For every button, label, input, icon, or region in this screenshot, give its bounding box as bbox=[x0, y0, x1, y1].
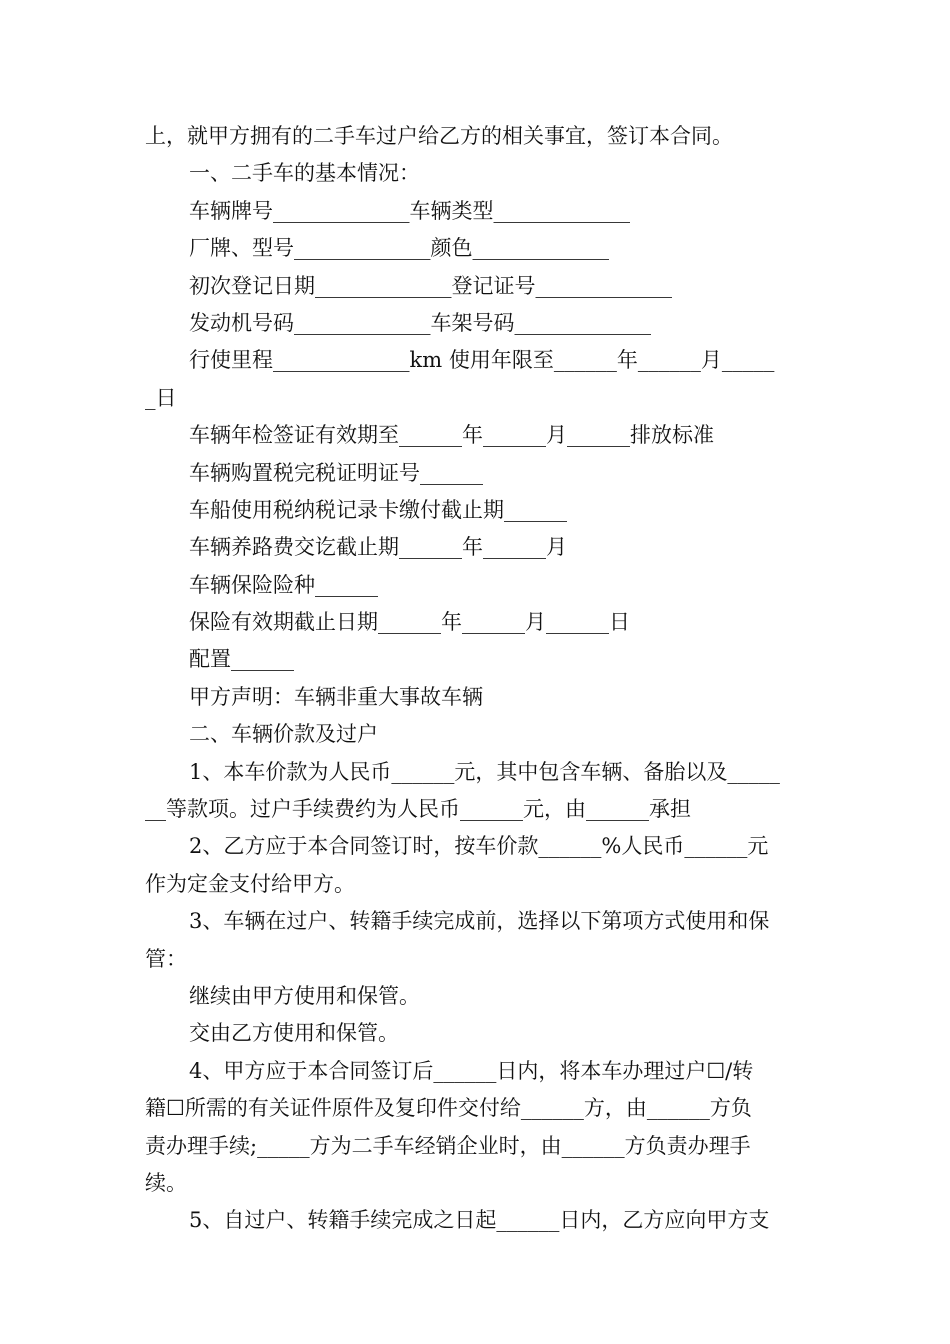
text-line: 责办理手续;_____方为二手车经销企业时，由______方负责办理手 bbox=[145, 1133, 751, 1158]
document-body bbox=[145, 118, 807, 1240]
text-line: 保险有效期截止日期______年______月______日 bbox=[189, 610, 630, 635]
text-line: 交由乙方使用和保管。 bbox=[189, 1021, 399, 1046]
text-line: 5、自过户、转籍手续完成之日起______日内，乙方应向甲方支 bbox=[189, 1208, 770, 1233]
text-line: 厂牌、型号_____________颜色_____________ bbox=[189, 236, 609, 261]
text-line: 发动机号码_____________车架号码_____________ bbox=[189, 310, 651, 335]
text-line: 车辆购置税完税证明证号______ bbox=[189, 460, 483, 485]
text-line: 上，就甲方拥有的二手车过户给乙方的相关事宜，签订本合同。 bbox=[145, 124, 733, 148]
text-line: 2、乙方应于本合同签订时，按车价款______%人民币______元 bbox=[189, 834, 769, 859]
text-line: 车辆养路费交讫截止期______年______月 bbox=[189, 535, 567, 560]
text-line: 管： bbox=[145, 946, 187, 971]
text-line: 车辆保险险种______ bbox=[189, 572, 378, 597]
text-line: 籍☐所需的有关证件原件及复印件交付给______方，由______方负 bbox=[145, 1096, 752, 1121]
text-line: 4、甲方应于本合同签订后______日内，将本车办理过户☐/转 bbox=[189, 1058, 754, 1083]
text-line: 二、车辆价款及过户 bbox=[189, 722, 378, 747]
text-line: 初次登记日期_____________登记证号_____________ bbox=[189, 273, 672, 298]
text-line: 车船使用税纳税记录卡缴付截止期______ bbox=[189, 497, 567, 522]
text-line: 1、本车价款为人民币______元，其中包含车辆、备胎以及_____ bbox=[189, 759, 780, 784]
text-line: _日 bbox=[145, 385, 177, 410]
text-line: 续。 bbox=[145, 1170, 187, 1195]
text-line: 3、车辆在过户、转籍手续完成前，选择以下第项方式使用和保 bbox=[189, 909, 770, 934]
text-line: 车辆牌号_____________车辆类型_____________ bbox=[189, 198, 630, 223]
text-line: 配置______ bbox=[189, 647, 294, 672]
text-line: 行使里程_____________km 使用年限至______年______月_____ bbox=[189, 348, 775, 373]
text-line: 一、二手车的基本情况： bbox=[189, 161, 420, 186]
text-line: 作为定金支付给甲方。 bbox=[145, 871, 355, 896]
text-line: 甲方声明：车辆非重大事故车辆 bbox=[189, 684, 483, 709]
text-line: __等款项。过户手续费约为人民币______元，由______承担 bbox=[145, 797, 691, 822]
text-line: 继续由甲方使用和保管。 bbox=[189, 983, 420, 1008]
text-line: 车辆年检签证有效期至______年______月______排放标准 bbox=[189, 423, 714, 448]
